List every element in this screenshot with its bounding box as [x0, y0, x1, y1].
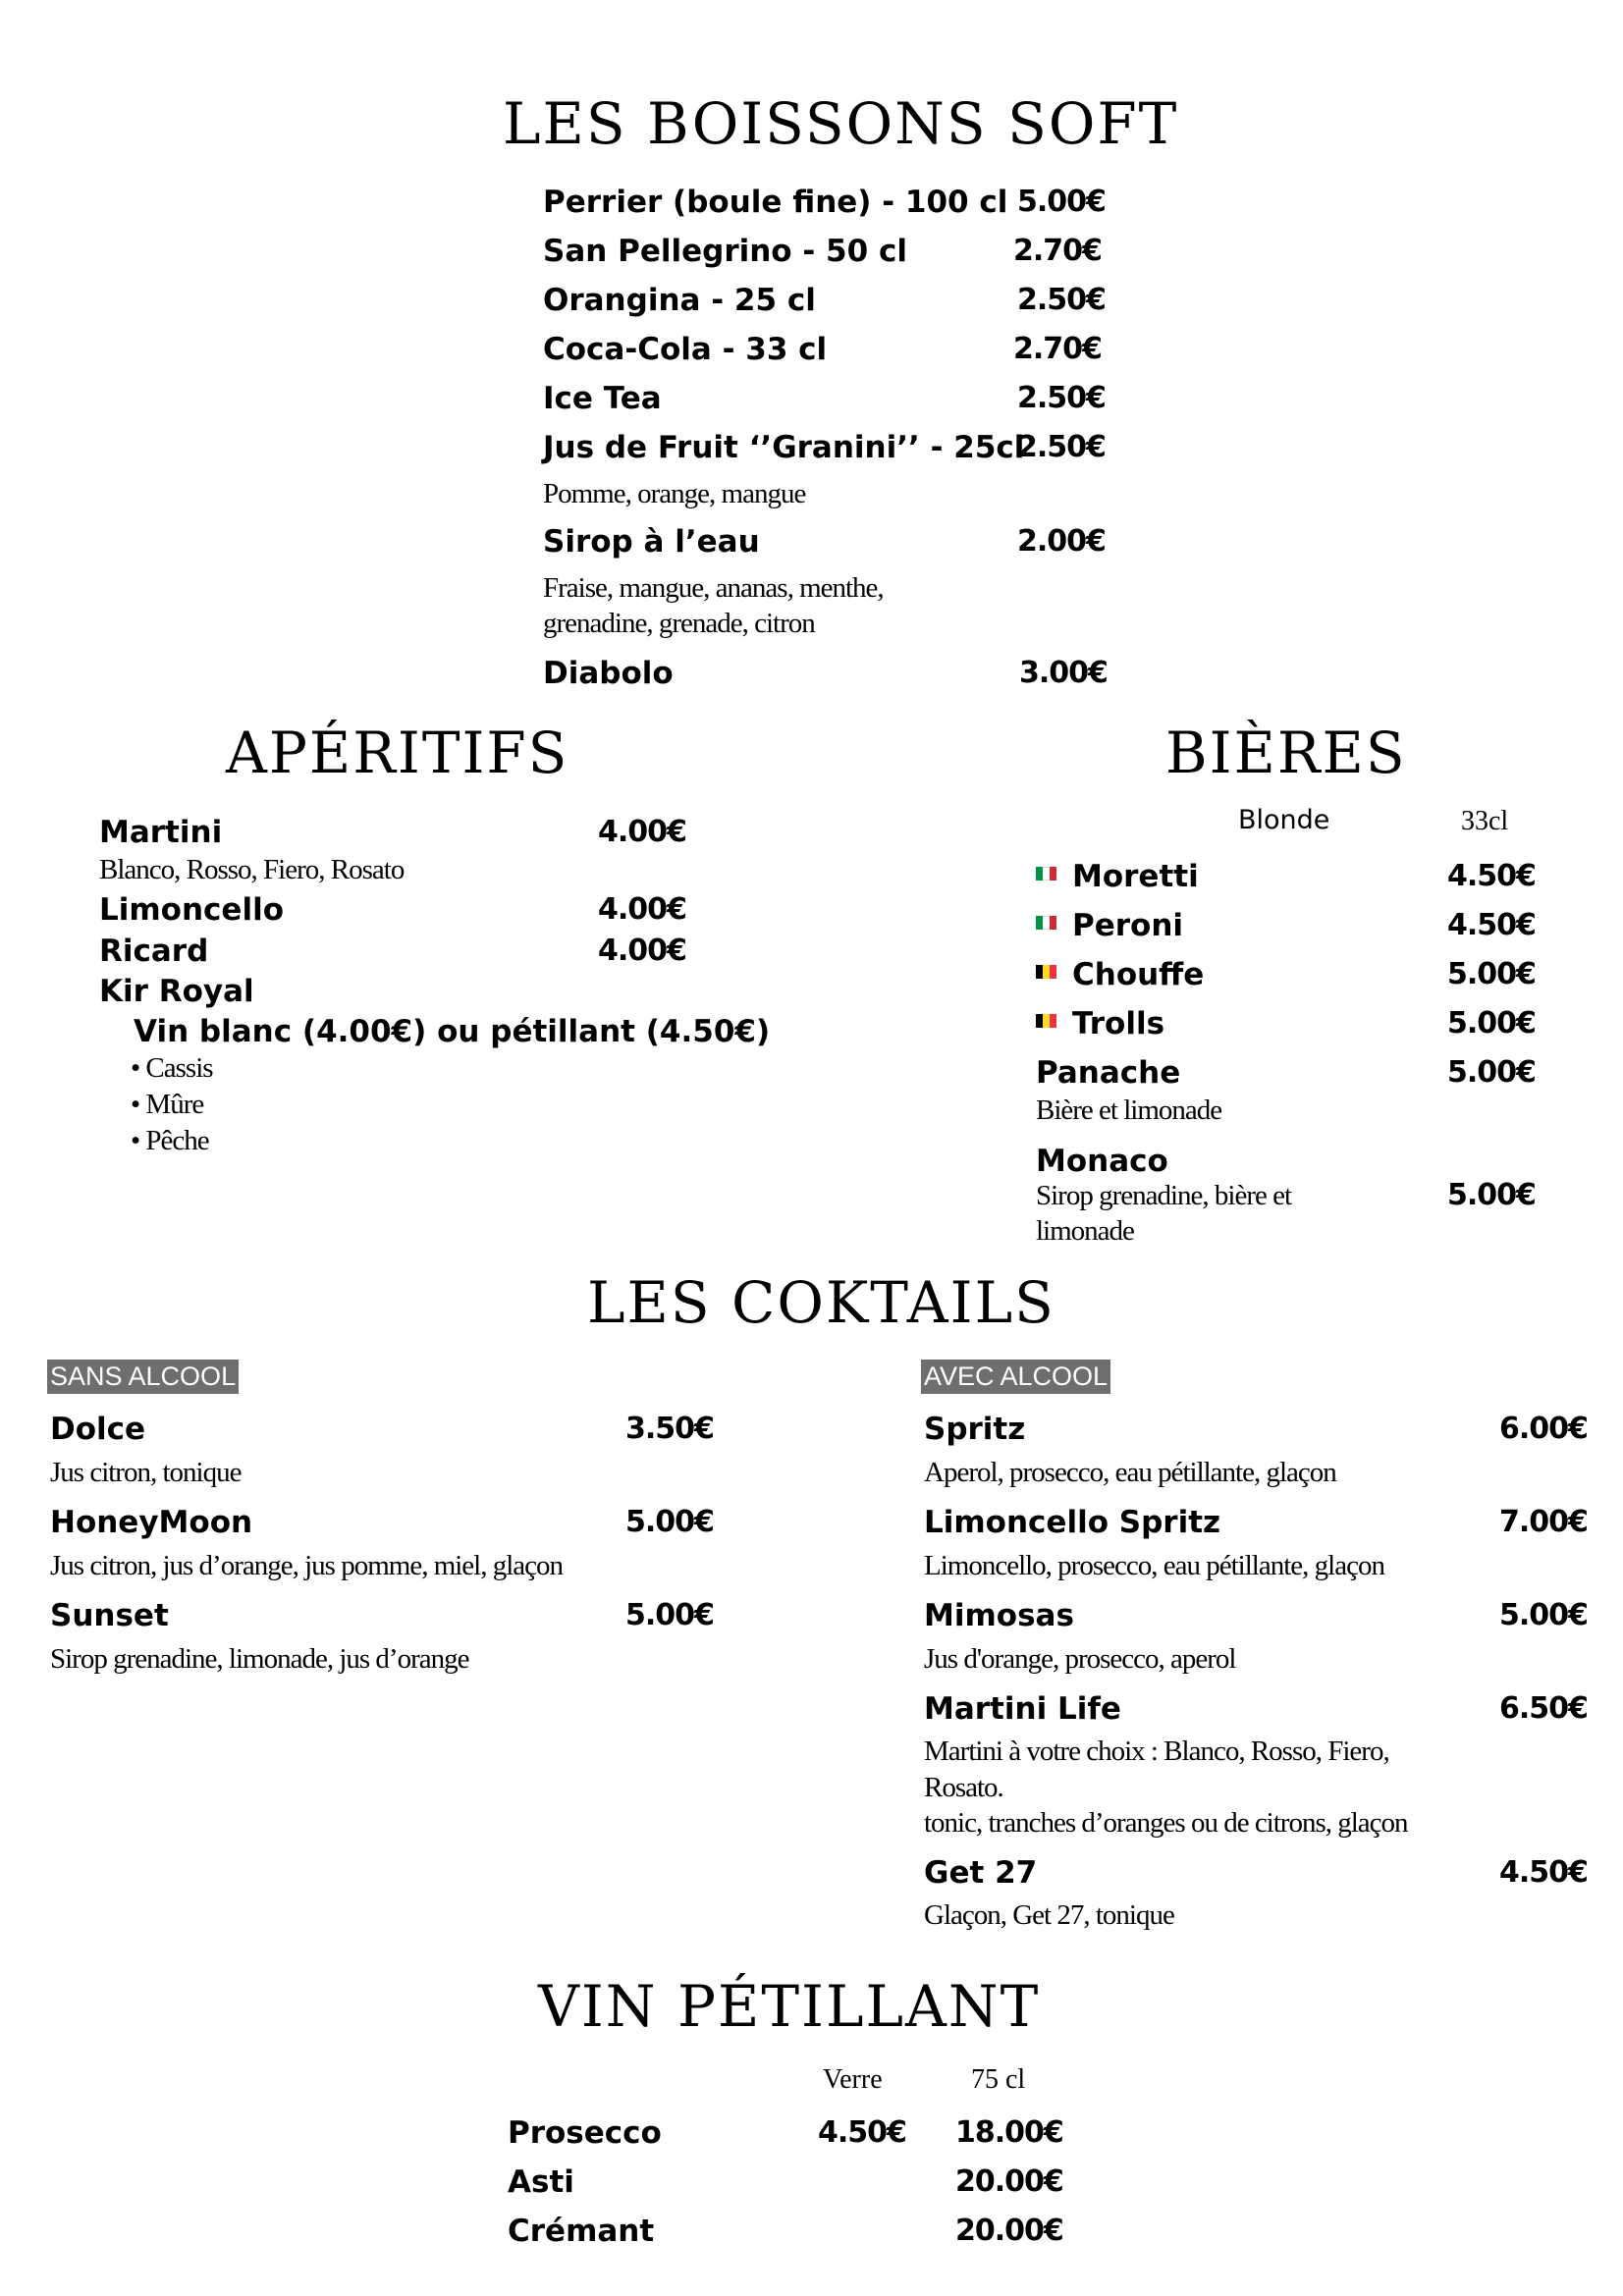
cocktails-heading: LES COKTAILS [587, 1269, 1055, 1336]
soft-item-name: Sirop à l’eau [543, 524, 760, 560]
aperitif-desc: Blanco, Rosso, Fiero, Rosato [99, 854, 405, 885]
beer-name: Trolls [1072, 1006, 1165, 1041]
soft-item-price: 2.50€ [1017, 381, 1106, 415]
aperitif-price: 4.00€ [598, 934, 686, 968]
cocktail-price: 5.00€ [625, 1598, 714, 1632]
cocktail-desc: Martini à votre choix : Blanco, Rosso, Fiero, [924, 1735, 1389, 1767]
cocktail-name: Dolce [50, 1412, 146, 1447]
beer-desc: Bière et limonade [1036, 1095, 1222, 1126]
aperitif-name: Kir Royal [99, 974, 254, 1009]
cocktail-price: 4.50€ [1499, 1855, 1588, 1890]
soft-item-price: 2.70€ [1013, 234, 1102, 268]
vin-name: Crémant [508, 2214, 655, 2249]
beer-price: 5.00€ [1447, 1178, 1536, 1212]
cocktail-desc: tonic, tranches d’oranges ou de citrons, glaçon [924, 1807, 1408, 1839]
soft-item-name: Ice Tea [543, 381, 662, 416]
soft-item-name: Perrier (boule fine) - 100 cl [543, 185, 1008, 220]
kir-option: • Mûre [131, 1089, 204, 1120]
vin-glass-header: Verre [823, 2064, 883, 2095]
cocktail-name: Mimosas [924, 1598, 1074, 1633]
cocktail-price: 6.00€ [1499, 1412, 1588, 1446]
cocktail-price: 3.50€ [625, 1412, 714, 1446]
belgium-flag-icon [1036, 1014, 1056, 1028]
soft-item-name: San Pellegrino - 50 cl [543, 234, 907, 269]
cocktail-desc: Jus citron, tonique [50, 1457, 242, 1488]
beer-price: 5.00€ [1447, 1055, 1536, 1090]
beer-price: 5.00€ [1447, 1006, 1536, 1041]
soft-item-price: 5.00€ [1017, 185, 1106, 219]
soft-item-name: Diabolo [543, 656, 674, 691]
avec-alcool-tag: AVEC ALCOOL [921, 1360, 1110, 1394]
cocktail-name: Sunset [50, 1598, 169, 1633]
aperitif-name: Limoncello [99, 892, 284, 928]
vin-bottle-price: 20.00€ [955, 2164, 1063, 2199]
cocktail-price: 6.50€ [1499, 1691, 1588, 1726]
cocktail-desc: Jus citron, jus d’orange, jus pomme, miel, glaçon [50, 1550, 564, 1581]
soft-heading: LES BOISSONS SOFT [503, 90, 1179, 157]
soft-item-desc: Pomme, orange, mangue [543, 478, 806, 509]
belgium-flag-icon [1036, 965, 1056, 979]
cocktail-price: 5.00€ [1499, 1598, 1588, 1632]
beer-name: Chouffe [1072, 957, 1205, 992]
kir-option: • Pêche [131, 1125, 209, 1156]
cocktail-desc: Limoncello, prosecco, eau pétillante, glaçon [924, 1550, 1384, 1581]
cocktail-desc: Aperol, prosecco, eau pétillante, glaçon [924, 1457, 1336, 1488]
soft-item-name: Jus de Fruit ‘’Granini’’ - 25cl [543, 430, 1025, 465]
bieres-heading: BIÈRES [1165, 720, 1407, 786]
soft-item-price: 2.50€ [1017, 283, 1106, 317]
beer-price: 5.00€ [1447, 957, 1536, 991]
soft-item-price: 2.00€ [1017, 524, 1106, 559]
aperitif-name: Martini [99, 815, 223, 850]
beer-price: 4.50€ [1447, 908, 1536, 942]
beer-type-header: Blonde [1238, 805, 1330, 835]
beer-size-header: 33cl [1461, 806, 1509, 836]
cocktail-price: 5.00€ [625, 1505, 714, 1539]
soft-item-price: 3.00€ [1019, 656, 1108, 690]
cocktail-name: HoneyMoon [50, 1505, 253, 1540]
aperitif-price: 4.00€ [598, 892, 686, 927]
vin-name: Asti [508, 2164, 574, 2200]
kir-option: • Cassis [131, 1052, 213, 1084]
soft-item-name: Coca-Cola - 33 cl [543, 332, 828, 367]
soft-item-desc: Fraise, mangue, ananas, menthe, [543, 572, 884, 604]
sans-alcool-tag: SANS ALCOOL [47, 1360, 239, 1394]
beer-name: Peroni [1072, 908, 1184, 943]
vin-name: Prosecco [508, 2115, 662, 2151]
cocktail-name: Limoncello Spritz [924, 1505, 1221, 1540]
aperitifs-heading: APÉRITIFS [226, 720, 569, 786]
cocktail-desc: Jus d'orange, prosecco, aperol [924, 1643, 1236, 1675]
cocktail-desc: Glaçon, Get 27, tonique [924, 1899, 1174, 1931]
vin-bottle-price: 20.00€ [955, 2214, 1063, 2248]
beer-price: 4.50€ [1447, 859, 1536, 893]
beer-name: Monaco [1036, 1144, 1168, 1179]
vin-bottle-price: 18.00€ [955, 2115, 1063, 2150]
aperitif-price: 4.00€ [598, 815, 686, 849]
cocktail-desc: Sirop grenadine, limonade, jus d’orange [50, 1643, 469, 1675]
beer-name: Panache [1036, 1055, 1181, 1091]
vin-heading: VIN PÉTILLANT [538, 1973, 1041, 2040]
beer-desc: Sirop grenadine, bière et [1036, 1180, 1292, 1211]
aperitif-name: Ricard [99, 934, 209, 969]
beer-desc: limonade [1036, 1215, 1134, 1247]
soft-item-name: Orangina - 25 cl [543, 283, 816, 318]
cocktail-name: Spritz [924, 1412, 1026, 1447]
italy-flag-icon [1036, 867, 1056, 881]
cocktail-name: Get 27 [924, 1855, 1038, 1891]
soft-item-desc: grenadine, grenade, citron [543, 608, 815, 639]
cocktail-desc: Rosato. [924, 1772, 1003, 1803]
beer-name: Moretti [1072, 859, 1199, 894]
soft-item-price: 2.70€ [1013, 332, 1102, 366]
kir-royal-subtitle: Vin blanc (4.00€) ou pétillant (4.50€) [134, 1014, 771, 1049]
cocktail-price: 7.00€ [1499, 1505, 1588, 1539]
soft-item-price: 2.50€ [1017, 430, 1106, 464]
cocktail-name: Martini Life [924, 1691, 1121, 1727]
vin-glass-price: 4.50€ [818, 2115, 906, 2150]
vin-bottle-header: 75 cl [971, 2064, 1026, 2095]
italy-flag-icon [1036, 916, 1056, 930]
